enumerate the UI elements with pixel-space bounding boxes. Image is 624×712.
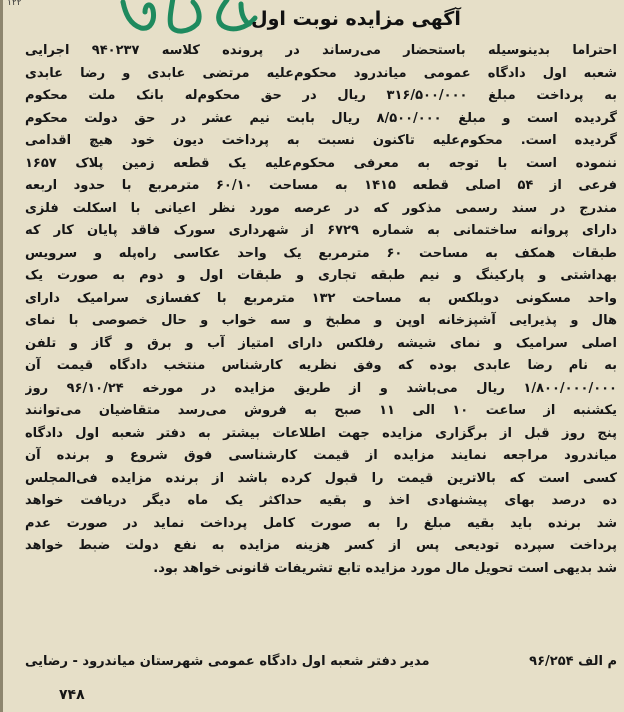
- body-line: فرعی از ۵۴ اصلی قطعه ۱۴۱۵ به مساحت ۶۰/۱۰ مترمربع با حدود اربعه: [25, 178, 617, 193]
- body-line: به نام رضا عابدی بوده که وفق نظریه کارشناس منتخب دادگاه قیمت آن: [25, 358, 617, 373]
- notice-title: آگهی مزایده نوبت اول: [251, 8, 461, 30]
- body-line: ۱/۸۰۰/۰۰۰/۰۰۰ ریال می‌باشد و از طریق مزایده در مورخه ۹۶/۱۰/۲۴ روز: [25, 380, 617, 396]
- body-line: ننموده است با توجه به معرفی محکوم‌علیه یک قطعه زمین پلاک ۱۶۵۷: [25, 155, 617, 171]
- body-line: مندرج در سند رسمی مذکور که در عرصه مورد نظر اعیانی با اسکلت فلزی: [25, 200, 617, 216]
- signer-line: مدیر دفتر شعبه اول دادگاه عمومی شهرستان میاندرود - رضایی: [25, 654, 430, 669]
- body-line: دارای پروانه ساختمانی به شماره ۶۷۲۹ از شهرداری سورک فاقد پایان کار که: [25, 223, 617, 238]
- reference-number: م الف ۹۶/۲۵۴: [529, 654, 617, 669]
- body-line: طبقات همکف به مساحت ۶۰ مترمربع یک واحد عکاسی راه‌پله و سرویس: [25, 245, 617, 261]
- body-line: ده درصد بهای پیشنهادی اخذ و بقیه حداکثر یک ماه دیگر دریافت خواهد: [25, 493, 617, 508]
- body-line: اصلی سرامیک و نمای شیشه رفلکس دارای امتیاز آب و برق و گاز و تلفن: [25, 335, 617, 351]
- body-line: واحد مسکونی دوبلکس به مساحت ۱۳۲ مترمربع با کفسازی سرامیک دارای: [25, 290, 617, 306]
- body-line: شد بدیهی است تحویل مال مورد مزایده تابع تشریفات قانونی خواهد بود.: [153, 560, 617, 576]
- body-line: میاندرود مراجعه نمایند مزایده از قیمت کارشناسی فوق شروع و برنده آن: [25, 448, 617, 463]
- body-line: به پرداخت مبلغ ۳۱۶/۵۰۰/۰۰۰ ریال در حق محکوم‌له بانک ملت محکوم: [25, 88, 617, 103]
- body-line: کسی است که بالاترین قیمت را قبول کرده باشد از برنده مزایده فی‌المجلس: [25, 470, 617, 486]
- notice-footer: [25, 650, 617, 674]
- body-line: گردیده است. محکوم‌علیه تاکنون نسبت به پرداخت دیون خود هیچ اقدامی: [25, 133, 617, 148]
- body-line: یکشنبه از ساعت ۱۰ الی ۱۱ صبح به فروش می‌رسد متقاضیان می‌توانند: [25, 403, 617, 418]
- body-line: گردیده است و مبلغ ۸/۵۰۰/۰۰۰ ریال بابت نیم عشر در حق دولت محکوم: [25, 110, 617, 126]
- body-line: شعبه اول دادگاه عمومی میاندرود محکوم‌علیه مرتضی عابدی و رضا عابدی: [25, 65, 617, 81]
- body-line: بهداشتی و پارکینگ و نیم طبقه تجاری و طبقات اول و دوم به صورت یک: [25, 268, 617, 283]
- body-line: احتراما بدینوسیله باستحضار می‌رساند در پرونده کلاسه ۹۴۰۲۳۷ اجرایی: [25, 43, 617, 58]
- notice-body: [25, 40, 617, 648]
- body-line: پرداخت سپرده تودیعی پس از کسر هزینه مزایده به نفع دولت ضبط خواهد: [25, 538, 617, 553]
- body-line: پنج روز قبل از برگزاری مزایده جهت اطلاعات بیشتر به دفتر شعبه اول دادگاه: [25, 425, 617, 441]
- top-edge-mark: ۱۲۲: [7, 0, 22, 8]
- body-line: هال و پذیرایی آشپزخانه اوپن و مطبخ و سه خواب و حال خصوصی با نمای: [25, 313, 617, 328]
- serial-number: ۷۴۸: [59, 687, 85, 703]
- body-line: شد برنده باید بقیه مبلغ را به صورت کامل پرداخت نماید در صورت عدم: [25, 515, 617, 531]
